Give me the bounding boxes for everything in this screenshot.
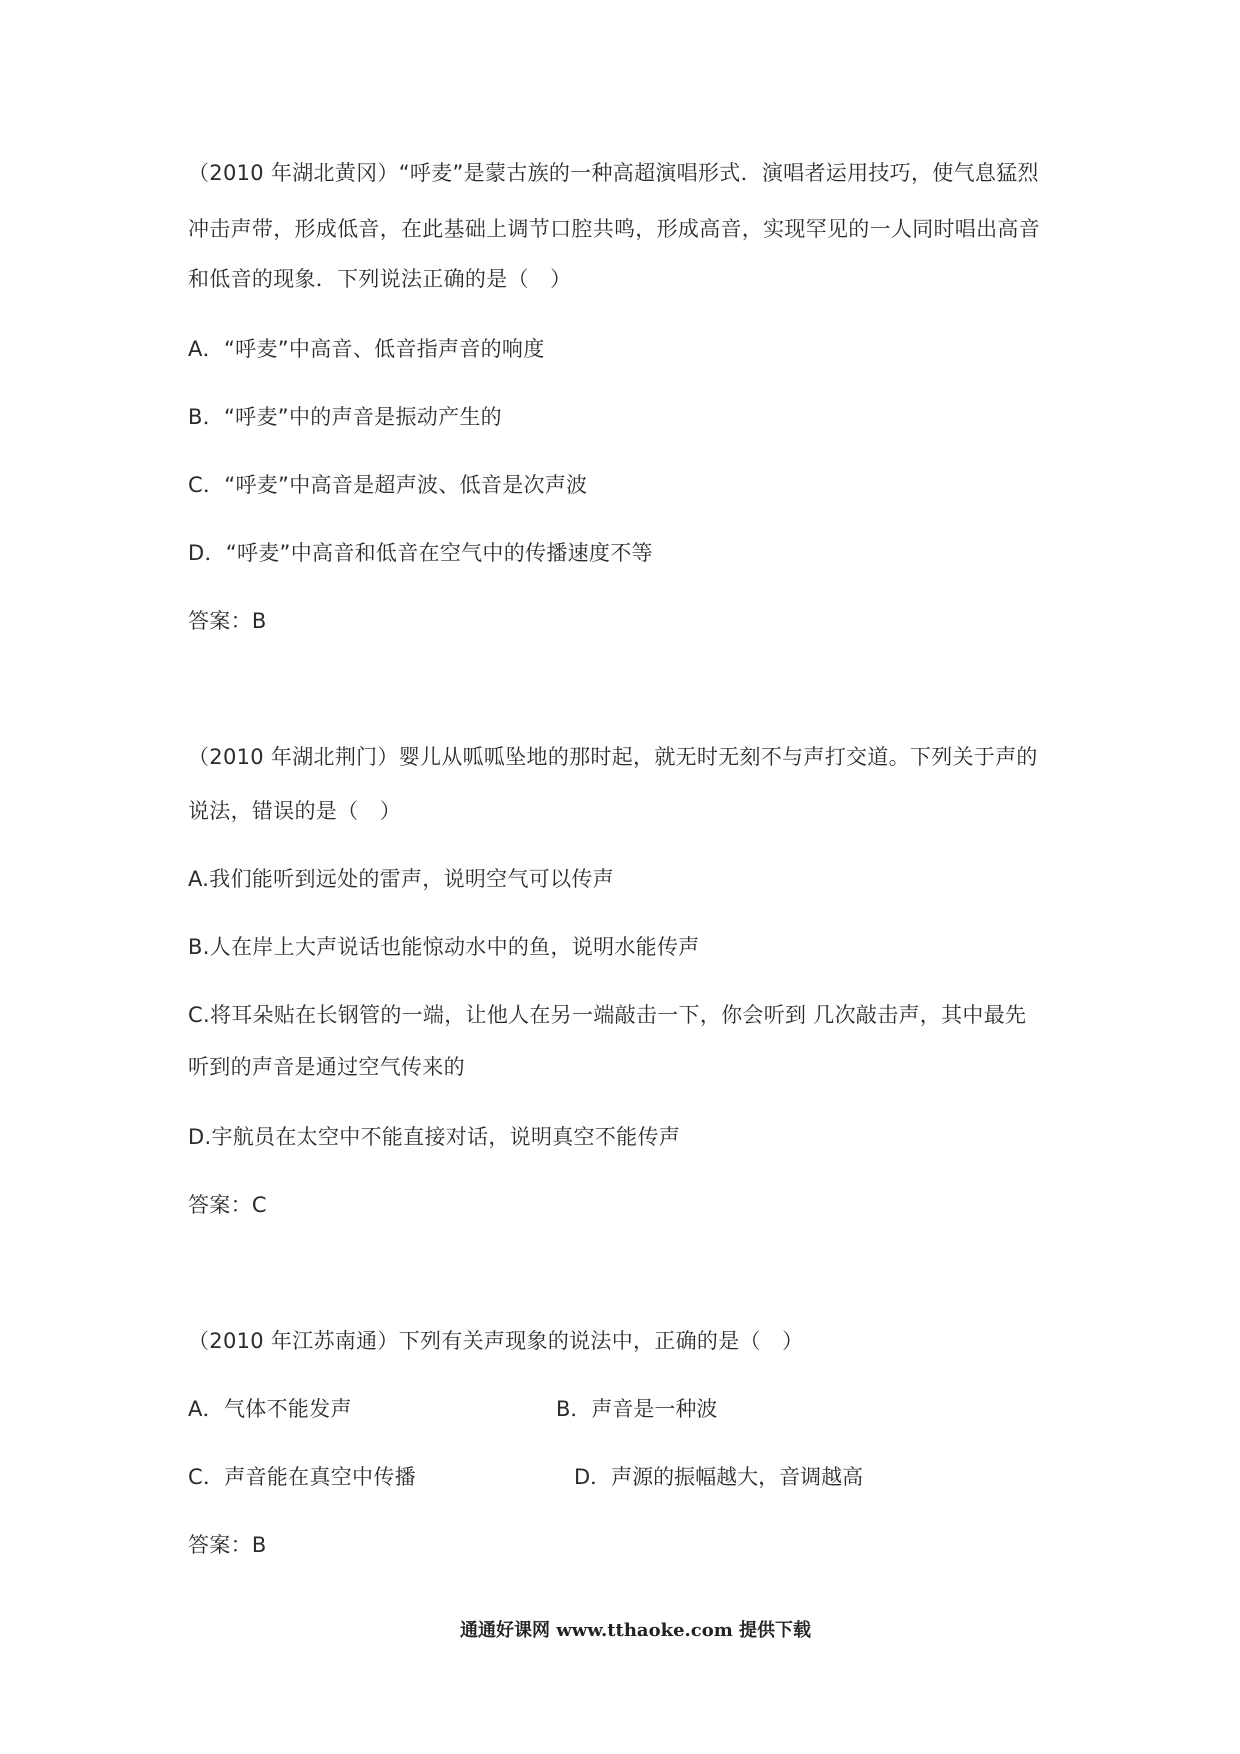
q3-answer: 答案：B [188, 1533, 267, 1557]
q2-stem-line-2: 说法，错误的是（ ） [188, 799, 401, 823]
q1-stem-line-3: 和低音的现象．下列说法正确的是（ ） [188, 267, 572, 291]
q2-stem-line-1: （2010 年湖北荆门）婴儿从呱呱坠地的那时起，就无时无刻不与声打交道。下列关于声的 [188, 745, 1038, 769]
q2-option-c-line-1: C.将耳朵贴在长钢管的一端，让他人在另一端敲击一下，你会听到 几次敲击声，其中最先 [188, 1003, 1027, 1027]
q3-option-d: D．声源的振幅越大，音调越高 [574, 1465, 864, 1489]
q2-answer: 答案：C [188, 1193, 267, 1217]
q2-option-a: A.我们能听到远处的雷声，说明空气可以传声 [188, 867, 614, 891]
q1-answer: 答案：B [188, 609, 267, 633]
q1-option-a: A．“呼麦”中高音、低音指声音的响度 [188, 337, 545, 361]
q1-option-d: D．“呼麦”中高音和低音在空气中的传播速度不等 [188, 541, 653, 565]
q3-option-a: A．气体不能发声 [188, 1397, 352, 1421]
q3-option-b: B．声音是一种波 [556, 1397, 718, 1421]
q1-option-c: C．“呼麦”中高音是超声波、低音是次声波 [188, 473, 588, 497]
q3-option-c: C．声音能在真空中传播 [188, 1465, 416, 1489]
footer-source: 通通好课网 www.tthaoke.com 提供下载 [460, 1620, 812, 1641]
q2-option-c-line-2: 听到的声音是通过空气传来的 [188, 1055, 465, 1079]
q3-stem: （2010 年江苏南通）下列有关声现象的说法中，正确的是（ ） [188, 1329, 804, 1353]
q1-stem-line-2: 冲击声带，形成低音，在此基础上调节口腔共鸣，形成高音，实现罕见的一人同时唱出高音 [188, 217, 1040, 241]
q1-stem-line-1: （2010 年湖北黄冈）“呼麦”是蒙古族的一种高超演唱形式．演唱者运用技巧，使气息猛烈 [188, 161, 1039, 185]
q1-option-b: B．“呼麦”中的声音是振动产生的 [188, 405, 502, 429]
q2-option-b: B.人在岸上大声说话也能惊动水中的鱼，说明水能传声 [188, 935, 700, 959]
q2-option-d: D.宇航员在太空中不能直接对话，说明真空不能传声 [188, 1125, 681, 1149]
